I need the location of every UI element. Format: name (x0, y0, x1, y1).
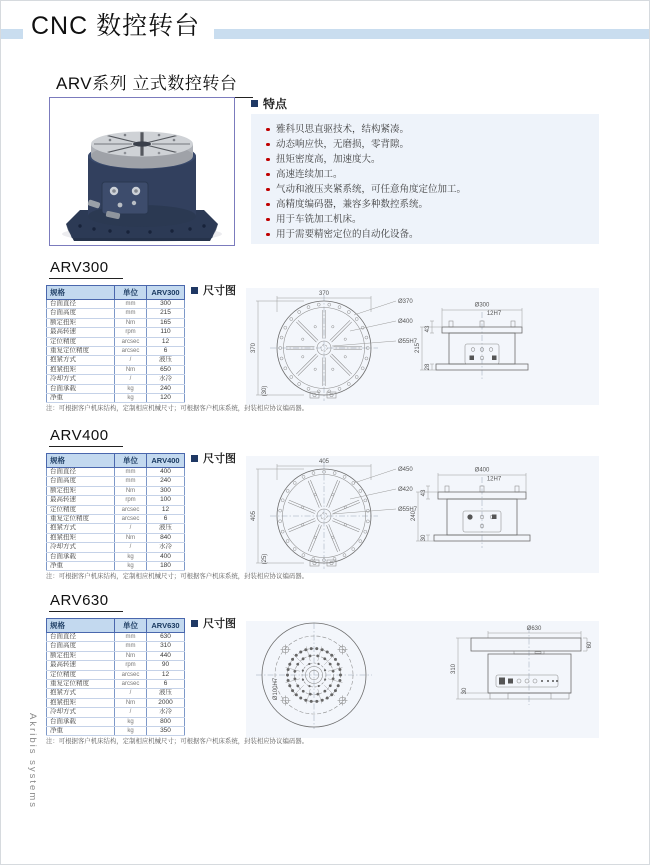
spec-unit: rpm (115, 328, 147, 337)
spec-name: 台面承载 (47, 552, 115, 561)
table-row (47, 670, 185, 679)
svg-text:(25): (25) (262, 553, 268, 565)
svg-text:370: 370 (251, 342, 257, 354)
section-arv300 (1, 259, 650, 421)
section-arv630 (1, 592, 650, 754)
table-row (47, 468, 185, 477)
spec-unit: Nm (115, 698, 147, 707)
spec-name: 净重 (47, 727, 115, 736)
spec-value: 800 (147, 717, 185, 726)
spec-value: 6 (147, 347, 185, 356)
spec-name: 抱紧方式 (47, 689, 115, 698)
spec-unit: mm (115, 642, 147, 651)
column-header: ARV400 (147, 454, 185, 468)
spec-value: 300 (147, 486, 185, 495)
column-header: 规格 (47, 286, 115, 300)
spec-name: 台面直径 (47, 468, 115, 477)
table-row (47, 680, 185, 689)
spec-unit: Nm (115, 318, 147, 327)
section-marker-icon (191, 455, 198, 462)
section-marker-icon (251, 100, 258, 107)
spec-value: 12 (147, 505, 185, 514)
table-row (47, 533, 185, 542)
spec-name: 定位精度 (47, 337, 115, 346)
spec-value: 110 (147, 328, 185, 337)
svg-text:370: 370 (318, 291, 330, 297)
dimension-panel-arv630 (246, 621, 599, 738)
features-panel (251, 114, 599, 244)
spec-table-arv300 (46, 285, 185, 403)
feature-item: 动态响应快，无磨损，零背隙。 (266, 137, 593, 152)
spec-unit: kg (115, 727, 147, 736)
svg-text:Ø400: Ø400 (398, 319, 413, 325)
spec-value: 120 (147, 394, 185, 403)
svg-text:405: 405 (318, 459, 330, 465)
spec-unit: kg (115, 552, 147, 561)
spec-unit: arcsec (115, 505, 147, 514)
svg-text:Ø300: Ø300 (474, 302, 490, 309)
svg-text:43: 43 (425, 325, 431, 333)
spec-value: 2000 (147, 698, 185, 707)
spec-name: 定位精度 (47, 505, 115, 514)
spec-name: 重复定位精度 (47, 347, 115, 356)
spec-unit: Nm (115, 486, 147, 495)
spec-value: 350 (147, 727, 185, 736)
spec-name: 重复定位精度 (47, 515, 115, 524)
dimension-heading-label: 尺寸图 (203, 285, 236, 297)
spec-unit: kg (115, 562, 147, 571)
table-row (47, 717, 185, 726)
spec-value: 水冷 (147, 708, 185, 717)
dimension-heading-label: 尺寸图 (203, 453, 236, 465)
spec-value: 12 (147, 670, 185, 679)
spec-name: 净重 (47, 562, 115, 571)
dimension-heading (191, 615, 236, 631)
svg-text:30: 30 (462, 687, 468, 695)
spec-table-arv630 (46, 618, 185, 736)
svg-text:60: 60 (587, 641, 593, 649)
spec-value: 液压 (147, 356, 185, 365)
table-row (47, 496, 185, 505)
spec-unit: / (115, 356, 147, 365)
svg-text:43: 43 (421, 489, 427, 497)
table-row (47, 356, 185, 365)
svg-text:12H7: 12H7 (486, 311, 502, 317)
spec-name: 台面高度 (47, 309, 115, 318)
spec-value: 310 (147, 642, 185, 651)
spec-unit: arcsec (115, 337, 147, 346)
table-row (47, 309, 185, 318)
table-row (47, 543, 185, 552)
spec-name: 最高转速 (47, 328, 115, 337)
svg-text:405: 405 (251, 510, 257, 522)
table-row (47, 365, 185, 374)
brand-vertical-text: Akribis systems (27, 713, 38, 809)
spec-name: 台面直径 (47, 633, 115, 642)
table-row (47, 347, 185, 356)
column-header: 规格 (47, 619, 115, 633)
table-row (47, 727, 185, 736)
table-row (47, 642, 185, 651)
table-row (47, 384, 185, 393)
svg-text:30: 30 (421, 534, 427, 542)
spec-name: 抱紧扭矩 (47, 698, 115, 707)
spec-unit: kg (115, 717, 147, 726)
svg-text:(30): (30) (262, 385, 268, 397)
spec-unit: Nm (115, 533, 147, 542)
spec-name: 台面高度 (47, 642, 115, 651)
section-marker-icon (191, 287, 198, 294)
spec-value: 水冷 (147, 375, 185, 384)
section-arv400 (1, 427, 650, 589)
spec-value: 300 (147, 300, 185, 309)
table-row (47, 562, 185, 571)
spec-unit: Nm (115, 365, 147, 374)
spec-value: 6 (147, 680, 185, 689)
spec-unit: rpm (115, 496, 147, 505)
spec-name: 净重 (47, 394, 115, 403)
table-row (47, 505, 185, 514)
features-heading (251, 95, 287, 112)
table-row (47, 651, 185, 660)
spec-name: 台面高度 (47, 477, 115, 486)
spec-name: 冷却方式 (47, 375, 115, 384)
dimension-heading (191, 450, 236, 466)
column-header: 单位 (115, 286, 147, 300)
column-header: ARV630 (147, 619, 185, 633)
svg-text:310: 310 (451, 663, 457, 675)
feature-item: 高速连续加工。 (266, 167, 593, 182)
spec-value: 400 (147, 468, 185, 477)
spec-unit: arcsec (115, 670, 147, 679)
table-row (47, 524, 185, 533)
spec-name: 最高转速 (47, 496, 115, 505)
spec-name: 重复定位精度 (47, 680, 115, 689)
svg-text:215: 215 (415, 342, 421, 354)
product-photo-frame (49, 97, 235, 246)
feature-item: 扭矩密度高，加速度大。 (266, 152, 593, 167)
spec-name: 抱紧扭矩 (47, 533, 115, 542)
table-row (47, 486, 185, 495)
spec-name: 额定扭矩 (47, 318, 115, 327)
feature-item: 气动和液压夹紧系统，可任意角度定位加工。 (266, 182, 593, 197)
column-header: 单位 (115, 619, 147, 633)
spec-unit: kg (115, 394, 147, 403)
spec-name: 台面承载 (47, 384, 115, 393)
column-header: ARV300 (147, 286, 185, 300)
table-row (47, 300, 185, 309)
spec-value: 100 (147, 496, 185, 505)
spec-unit: mm (115, 633, 147, 642)
spec-name: 抱紧扭矩 (47, 365, 115, 374)
table-row (47, 337, 185, 346)
spec-value: 液压 (147, 689, 185, 698)
table-row (47, 318, 185, 327)
spec-value: 240 (147, 384, 185, 393)
dimension-heading (191, 282, 236, 298)
table-header-row (47, 454, 185, 468)
model-title: ARV630 (49, 592, 123, 612)
spec-table-arv400 (46, 453, 185, 571)
table-row (47, 698, 185, 707)
spec-unit: / (115, 524, 147, 533)
features-list (251, 114, 599, 242)
svg-text:Ø420: Ø420 (398, 487, 413, 493)
spec-name: 抱紧方式 (47, 524, 115, 533)
spec-value: 180 (147, 562, 185, 571)
spec-unit: / (115, 543, 147, 552)
table-row (47, 661, 185, 670)
svg-text:Ø55H7: Ø55H7 (398, 339, 418, 345)
spec-name: 台面直径 (47, 300, 115, 309)
spec-unit: mm (115, 300, 147, 309)
spec-unit: arcsec (115, 515, 147, 524)
svg-text:12H7: 12H7 (486, 476, 502, 483)
model-title: ARV400 (49, 427, 123, 447)
svg-text:Ø450: Ø450 (398, 467, 413, 473)
spec-value: 6 (147, 515, 185, 524)
dimension-heading-label: 尺寸图 (203, 618, 236, 630)
spec-name: 抱紧方式 (47, 356, 115, 365)
table-row (47, 633, 185, 642)
spec-value: 840 (147, 533, 185, 542)
spec-value: 240 (147, 477, 185, 486)
spec-value: 650 (147, 365, 185, 374)
dimension-panel-arv400 (246, 456, 599, 573)
spec-unit: kg (115, 384, 147, 393)
svg-text:240: 240 (411, 510, 417, 522)
spec-unit: / (115, 689, 147, 698)
table-row (47, 708, 185, 717)
product-photo-illustration (50, 98, 234, 245)
spec-value: 440 (147, 651, 185, 660)
features-heading-label: 特点 (263, 97, 288, 111)
spec-unit: rpm (115, 661, 147, 670)
spec-value: 液压 (147, 524, 185, 533)
svg-text:Ø630: Ø630 (526, 626, 542, 632)
series-title: ARV系列 立式数控转台 (56, 69, 253, 98)
spec-unit: mm (115, 477, 147, 486)
arv400-dimension-drawing (246, 456, 599, 573)
dimension-panel-arv300 (246, 288, 599, 405)
spec-unit: mm (115, 468, 147, 477)
spec-name: 最高转速 (47, 661, 115, 670)
spec-value: 400 (147, 552, 185, 561)
table-row (47, 328, 185, 337)
spec-value: 165 (147, 318, 185, 327)
spec-name: 冷却方式 (47, 708, 115, 717)
spec-unit: arcsec (115, 680, 147, 689)
svg-text:Ø370: Ø370 (398, 299, 413, 305)
table-row (47, 477, 185, 486)
feature-item: 高精度编码器，兼容多种数控系统。 (266, 197, 593, 212)
svg-text:Ø55H7: Ø55H7 (398, 507, 418, 513)
feature-item: 雅科贝思直驱技术，结构紧凑。 (266, 122, 593, 137)
svg-text:28: 28 (425, 363, 431, 371)
table-row (47, 515, 185, 524)
table-row (47, 375, 185, 384)
arv630-dimension-drawing (246, 621, 599, 738)
spec-value: 215 (147, 309, 185, 318)
column-header: 规格 (47, 454, 115, 468)
model-title: ARV300 (49, 259, 123, 279)
arv300-dimension-drawing (246, 288, 599, 405)
table-row (47, 394, 185, 403)
spec-value: 12 (147, 337, 185, 346)
footnote: 注：可根据客户机床结构，定制相应机械尺寸；可根据客户机床系统，封装相应协议编码器。 (46, 573, 309, 580)
spec-value: 630 (147, 633, 185, 642)
svg-text:Ø100H7: Ø100H7 (273, 677, 279, 701)
page-title: CNC 数控转台 (23, 6, 214, 45)
table-row (47, 552, 185, 561)
spec-unit: Nm (115, 651, 147, 660)
spec-value: 水冷 (147, 543, 185, 552)
footnote: 注：可根据客户机床结构，定制相应机械尺寸；可根据客户机床系统，封装相应协议编码器。 (46, 405, 309, 412)
table-header-row (47, 286, 185, 300)
spec-unit: mm (115, 309, 147, 318)
spec-name: 额定扭矩 (47, 486, 115, 495)
feature-item: 用于需要精密定位的自动化设备。 (266, 227, 593, 242)
spec-name: 定位精度 (47, 670, 115, 679)
column-header: 单位 (115, 454, 147, 468)
spec-unit: / (115, 708, 147, 717)
spec-unit: arcsec (115, 347, 147, 356)
section-marker-icon (191, 620, 198, 627)
spec-name: 额定扭矩 (47, 651, 115, 660)
table-row (47, 689, 185, 698)
table-header-row (47, 619, 185, 633)
spec-name: 冷却方式 (47, 543, 115, 552)
feature-item: 用于车铣加工机床。 (266, 212, 593, 227)
spec-unit: / (115, 375, 147, 384)
footnote: 注：可根据客户机床结构，定制相应机械尺寸；可根据客户机床系统，封装相应协议编码器。 (46, 738, 309, 745)
spec-value: 90 (147, 661, 185, 670)
svg-text:Ø400: Ø400 (474, 467, 490, 474)
spec-name: 台面承载 (47, 717, 115, 726)
